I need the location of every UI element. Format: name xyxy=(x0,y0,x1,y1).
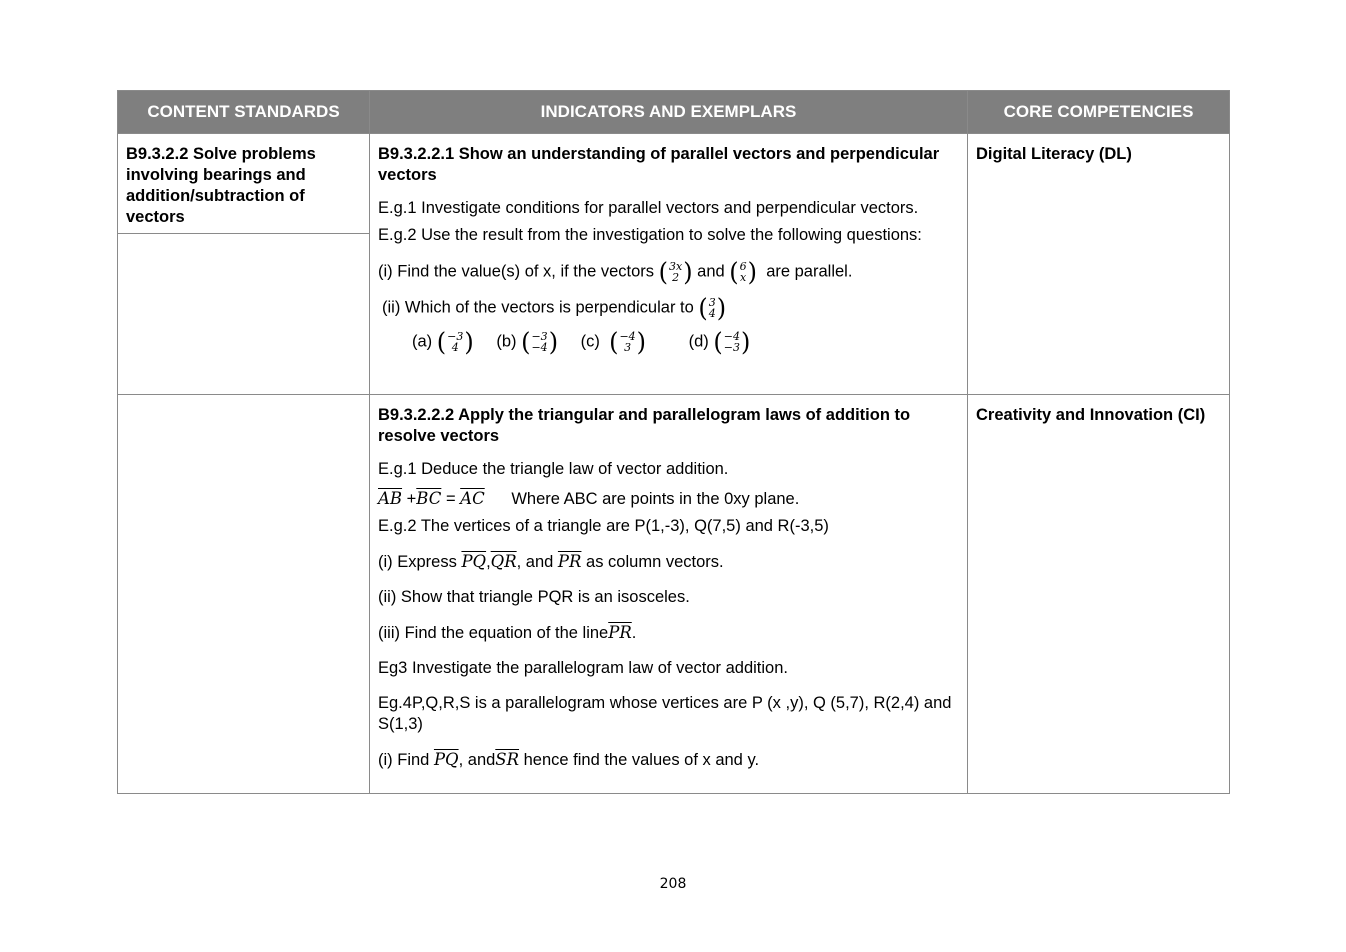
vector-ab: $\overline{AB}$ xyxy=(378,489,403,508)
separator: , xyxy=(486,553,491,571)
vector-top: 3 xyxy=(708,296,716,309)
vector-qr: $\overline{QR}$ xyxy=(490,552,517,571)
exemplar-4: Eg.4P,Q,R,S is a parallelogram whose vertices are P (x ,y), Q (5,7), R(2,4) and S(1,3) xyxy=(378,694,952,733)
option-d: (d) ( −4 −3 ) xyxy=(688,327,751,357)
header-content-standards: CONTENT STANDARDS xyxy=(118,91,370,134)
vector-bottom: 4 xyxy=(708,307,716,320)
question-i xyxy=(378,551,959,573)
question-iii xyxy=(378,622,959,644)
competency-cell xyxy=(968,134,1230,395)
exemplar-2: E.g.2 Use the result from the investigation to solve the following questions: xyxy=(378,226,922,244)
vector-top: −3 xyxy=(531,330,548,343)
curriculum-table xyxy=(117,90,1230,794)
exemplar-1: E.g.1 Investigate conditions for parallel vectors and perpendicular vectors. xyxy=(378,199,919,217)
separator: , xyxy=(458,751,464,769)
column-vector: ( 3 4 ) xyxy=(698,293,727,323)
exemplar-3: Eg3 Investigate the parallelogram law of vector addition. xyxy=(378,659,788,677)
question-1-text: (i) Find the value(s) of x, if the vectors xyxy=(378,262,655,281)
question-2 xyxy=(378,293,959,323)
table-row xyxy=(118,134,1230,395)
competency-cell xyxy=(968,395,1230,794)
page-number: 208 xyxy=(659,876,687,892)
column-vector: ( 6 x ) xyxy=(729,257,758,287)
triangle-law-text: Where ABC are points in the 0xy plane. xyxy=(511,490,800,508)
header-core-competencies: CORE COMPETENCIES xyxy=(968,91,1230,134)
vector-top: −4 xyxy=(619,330,636,343)
answer-options xyxy=(378,327,959,357)
question-find xyxy=(378,749,959,771)
table-row xyxy=(118,395,1230,794)
period: . xyxy=(631,624,637,642)
question-1-end: are parallel. xyxy=(766,262,853,281)
content-standard-cell xyxy=(118,395,370,794)
question-ii: (ii) Show that triangle PQR is an isosceles. xyxy=(378,588,690,606)
competency-text: Digital Literacy (DL) xyxy=(976,145,1132,163)
vector-top: −4 xyxy=(723,330,740,343)
vector-top: 3x xyxy=(668,260,683,273)
vector-pq: $\overline{PQ}$ xyxy=(461,552,487,571)
question-2-text: (ii) Which of the vectors is perpendicular to xyxy=(382,298,694,317)
vector-top: −3 xyxy=(447,330,464,343)
option-label: (d) xyxy=(688,332,709,351)
content-standard-cell xyxy=(118,134,370,395)
option-label: (b) xyxy=(496,332,517,351)
vector-top: 6 xyxy=(739,260,747,273)
option-b: (b) ( −3 −4 ) xyxy=(496,327,559,357)
vector-bottom: −4 xyxy=(531,341,548,354)
content-standard-text: B9.3.2.2 Solve problems involving bearings and addition/subtraction of vectors xyxy=(118,134,369,234)
option-label: (a) xyxy=(412,332,433,351)
vector-bottom: 3 xyxy=(624,341,632,354)
vector-bottom: 4 xyxy=(451,341,459,354)
competency-text: Creativity and Innovation (CI) xyxy=(976,406,1206,424)
question-text: (i) Find xyxy=(378,751,430,769)
option-label: (c) xyxy=(580,332,600,351)
indicator-title: B9.3.2.2.1 Show an understanding of parallel vectors and perpendicular vectors xyxy=(378,145,940,184)
vector-pr: $\overline{PR}$ xyxy=(557,552,582,571)
question-text: (i) Express xyxy=(378,553,457,571)
vector-bottom: 2 xyxy=(672,271,680,284)
question-text-end: hence find the values of x and y. xyxy=(523,751,760,769)
exemplar-1: E.g.1 Deduce the triangle law of vector addition. xyxy=(378,460,729,478)
vector-pq: $\overline{PQ}$ xyxy=(433,750,459,769)
question-text-end: as column vectors. xyxy=(586,553,724,571)
header-row xyxy=(118,91,1230,134)
indicator-title: B9.3.2.2.2 Apply the triangular and parallelogram laws of addition to resolve vectors xyxy=(378,406,911,445)
exemplar-2: E.g.2 The vertices of a triangle are P(1,-3), Q(7,5) and R(-3,5) xyxy=(378,517,829,535)
vector-bc: $\overline{BC}$ xyxy=(416,489,442,508)
and-text: and xyxy=(697,262,725,281)
and-text: , and xyxy=(516,553,554,571)
question-text: (iii) Find the equation of the line xyxy=(378,624,609,642)
plus-sign: + xyxy=(406,490,417,508)
question-1 xyxy=(378,257,959,287)
header-indicators-exemplars: INDICATORS AND EXEMPLARS xyxy=(370,91,968,134)
equals-sign: = xyxy=(445,490,456,508)
option-c: (c) ( −4 3 ) xyxy=(580,327,647,357)
vector-bottom: x xyxy=(740,271,747,284)
indicator-cell xyxy=(370,395,968,794)
column-vector: ( 3x 2 ) xyxy=(658,257,693,287)
vector-pr: $\overline{PR}$ xyxy=(608,623,632,642)
vector-ac: $\overline{AC}$ xyxy=(460,489,485,508)
option-a: (a) ( −3 4 ) xyxy=(412,327,474,357)
and-text: and xyxy=(467,751,496,769)
indicator-cell xyxy=(370,134,968,395)
vector-sr: $\overline{SR}$ xyxy=(495,750,520,769)
vector-bottom: −3 xyxy=(723,341,740,354)
triangle-law xyxy=(378,488,959,510)
